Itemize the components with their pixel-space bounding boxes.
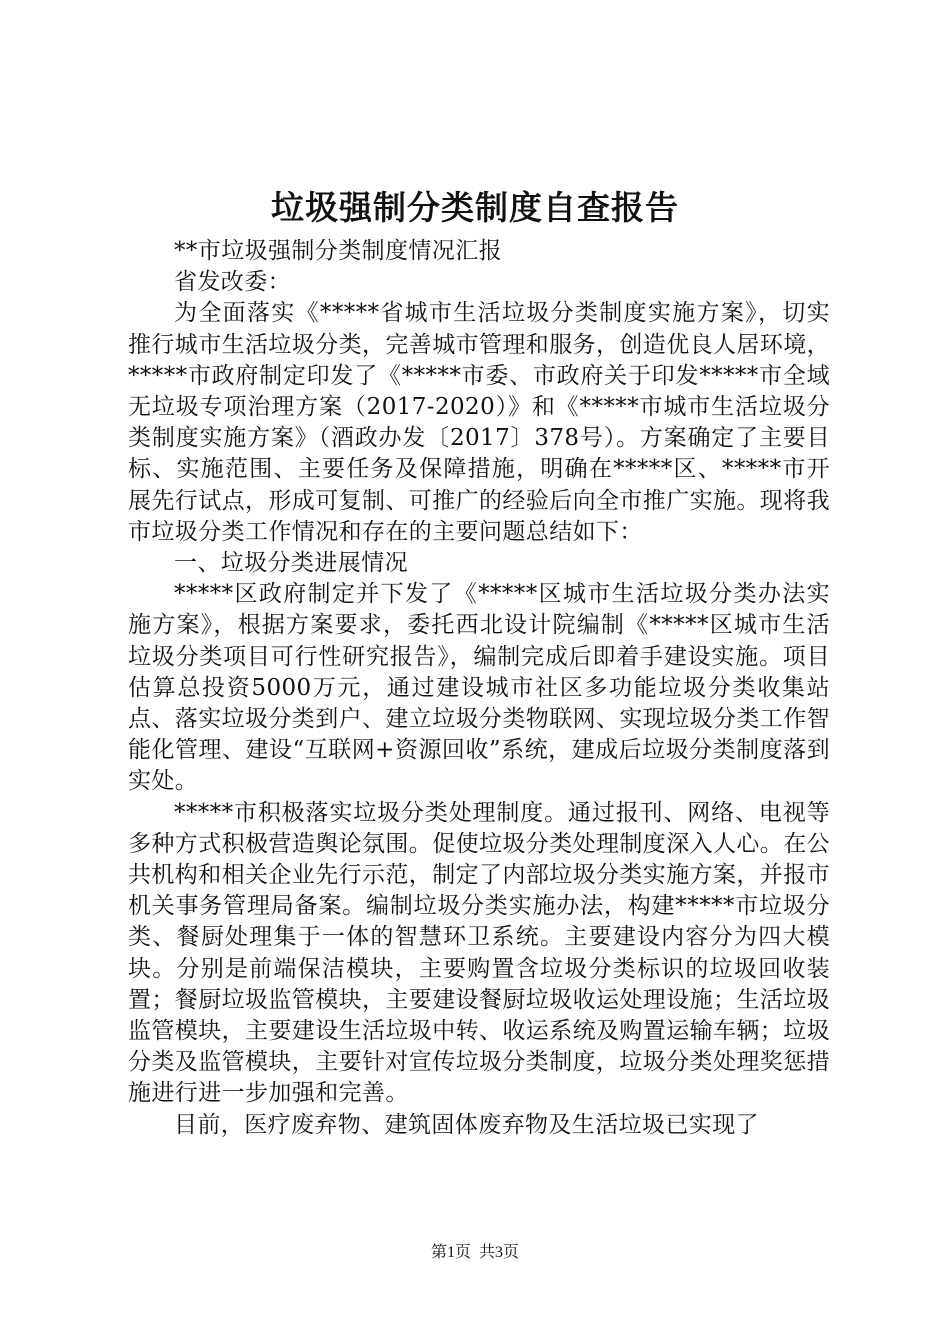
report-heading-paragraph: **市垃圾强制分类制度情况汇报 [174, 238, 502, 264]
current-status-paragraph: 目前，医疗废弃物、建筑固体废弃物及生活垃圾已实现了 [174, 1111, 759, 1138]
document-title: 垃圾强制分类制度自查报告 [271, 188, 679, 227]
recipient-paragraph: 省发改委： [174, 269, 291, 296]
intro-paragraph: 为全面落实《*****省城市生活垃圾分类制度实施方案》，切实推行城市生活垃圾分类，完善城市管理和服务，创造优良人居环境，*****市政府制定印发了《*****市委、市政府关于印发*****市全域无垃圾专项治理方案（2017-2020）》和《*****市城市生活垃圾分类制度实施方案》（酒政办发〔2017〕378号）。方案确定了主要目标、实施范围、主要任务及保障措施，明确在*****区、*****市开展先行试点，形成可复制、可推广的经验后向全市推广实施。现将我市垃圾分类工作情况和存在的主要问题总结如下： [128, 300, 830, 545]
district-paragraph: *****区政府制定并下发了《*****区城市生活垃圾分类办法实施方案》，根据方案要求，委托西北设计院编制《*****区城市生活垃圾分类项目可行性研究报告》，编制完成后即着手建设实施。项目估算总投资5000万元，通过建设城市社区多功能垃圾分类收集站点、落实垃圾分类到户、建立垃圾分类物联网、实现垃圾分类工作智能化管理、建设“互联网+资源回收”系统，建成后垃圾分类制度落到实处。 [128, 581, 830, 795]
page-number: 第1页 [430, 1244, 471, 1261]
document-body [128, 236, 830, 1141]
city-paragraph: *****市积极落实垃圾分类处理制度。通过报刊、网络、电视等多种方式积极营造舆论氛围。促使垃圾分类处理制度深入人心。在公共机构和相关企业先行示范，制定了内部垃圾分类实施方案，并报市机关事务管理局备案。编制垃圾分类实施办法，构建*****市垃圾分类、餐厨处理集于一体的智慧环卫系统。主要建设内容分为四大模块。分别是前端保洁模块，主要购置含垃圾分类标识的垃圾回收装置；餐厨垃圾监管模块，主要建设餐厨垃圾收运处理设施；生活垃圾监管模块，主要建设生活垃圾中转、收运系统及购置运输车辆；垃圾分类及监管模块，主要针对宣传垃圾分类制度，垃圾分类处理奖惩措施进行进一步加强和完善。 [128, 799, 830, 1107]
page-footer [0, 1243, 950, 1263]
page-total: 共3页 [479, 1244, 520, 1261]
section-heading-progress: 一、垃圾分类进展情况 [174, 550, 408, 577]
